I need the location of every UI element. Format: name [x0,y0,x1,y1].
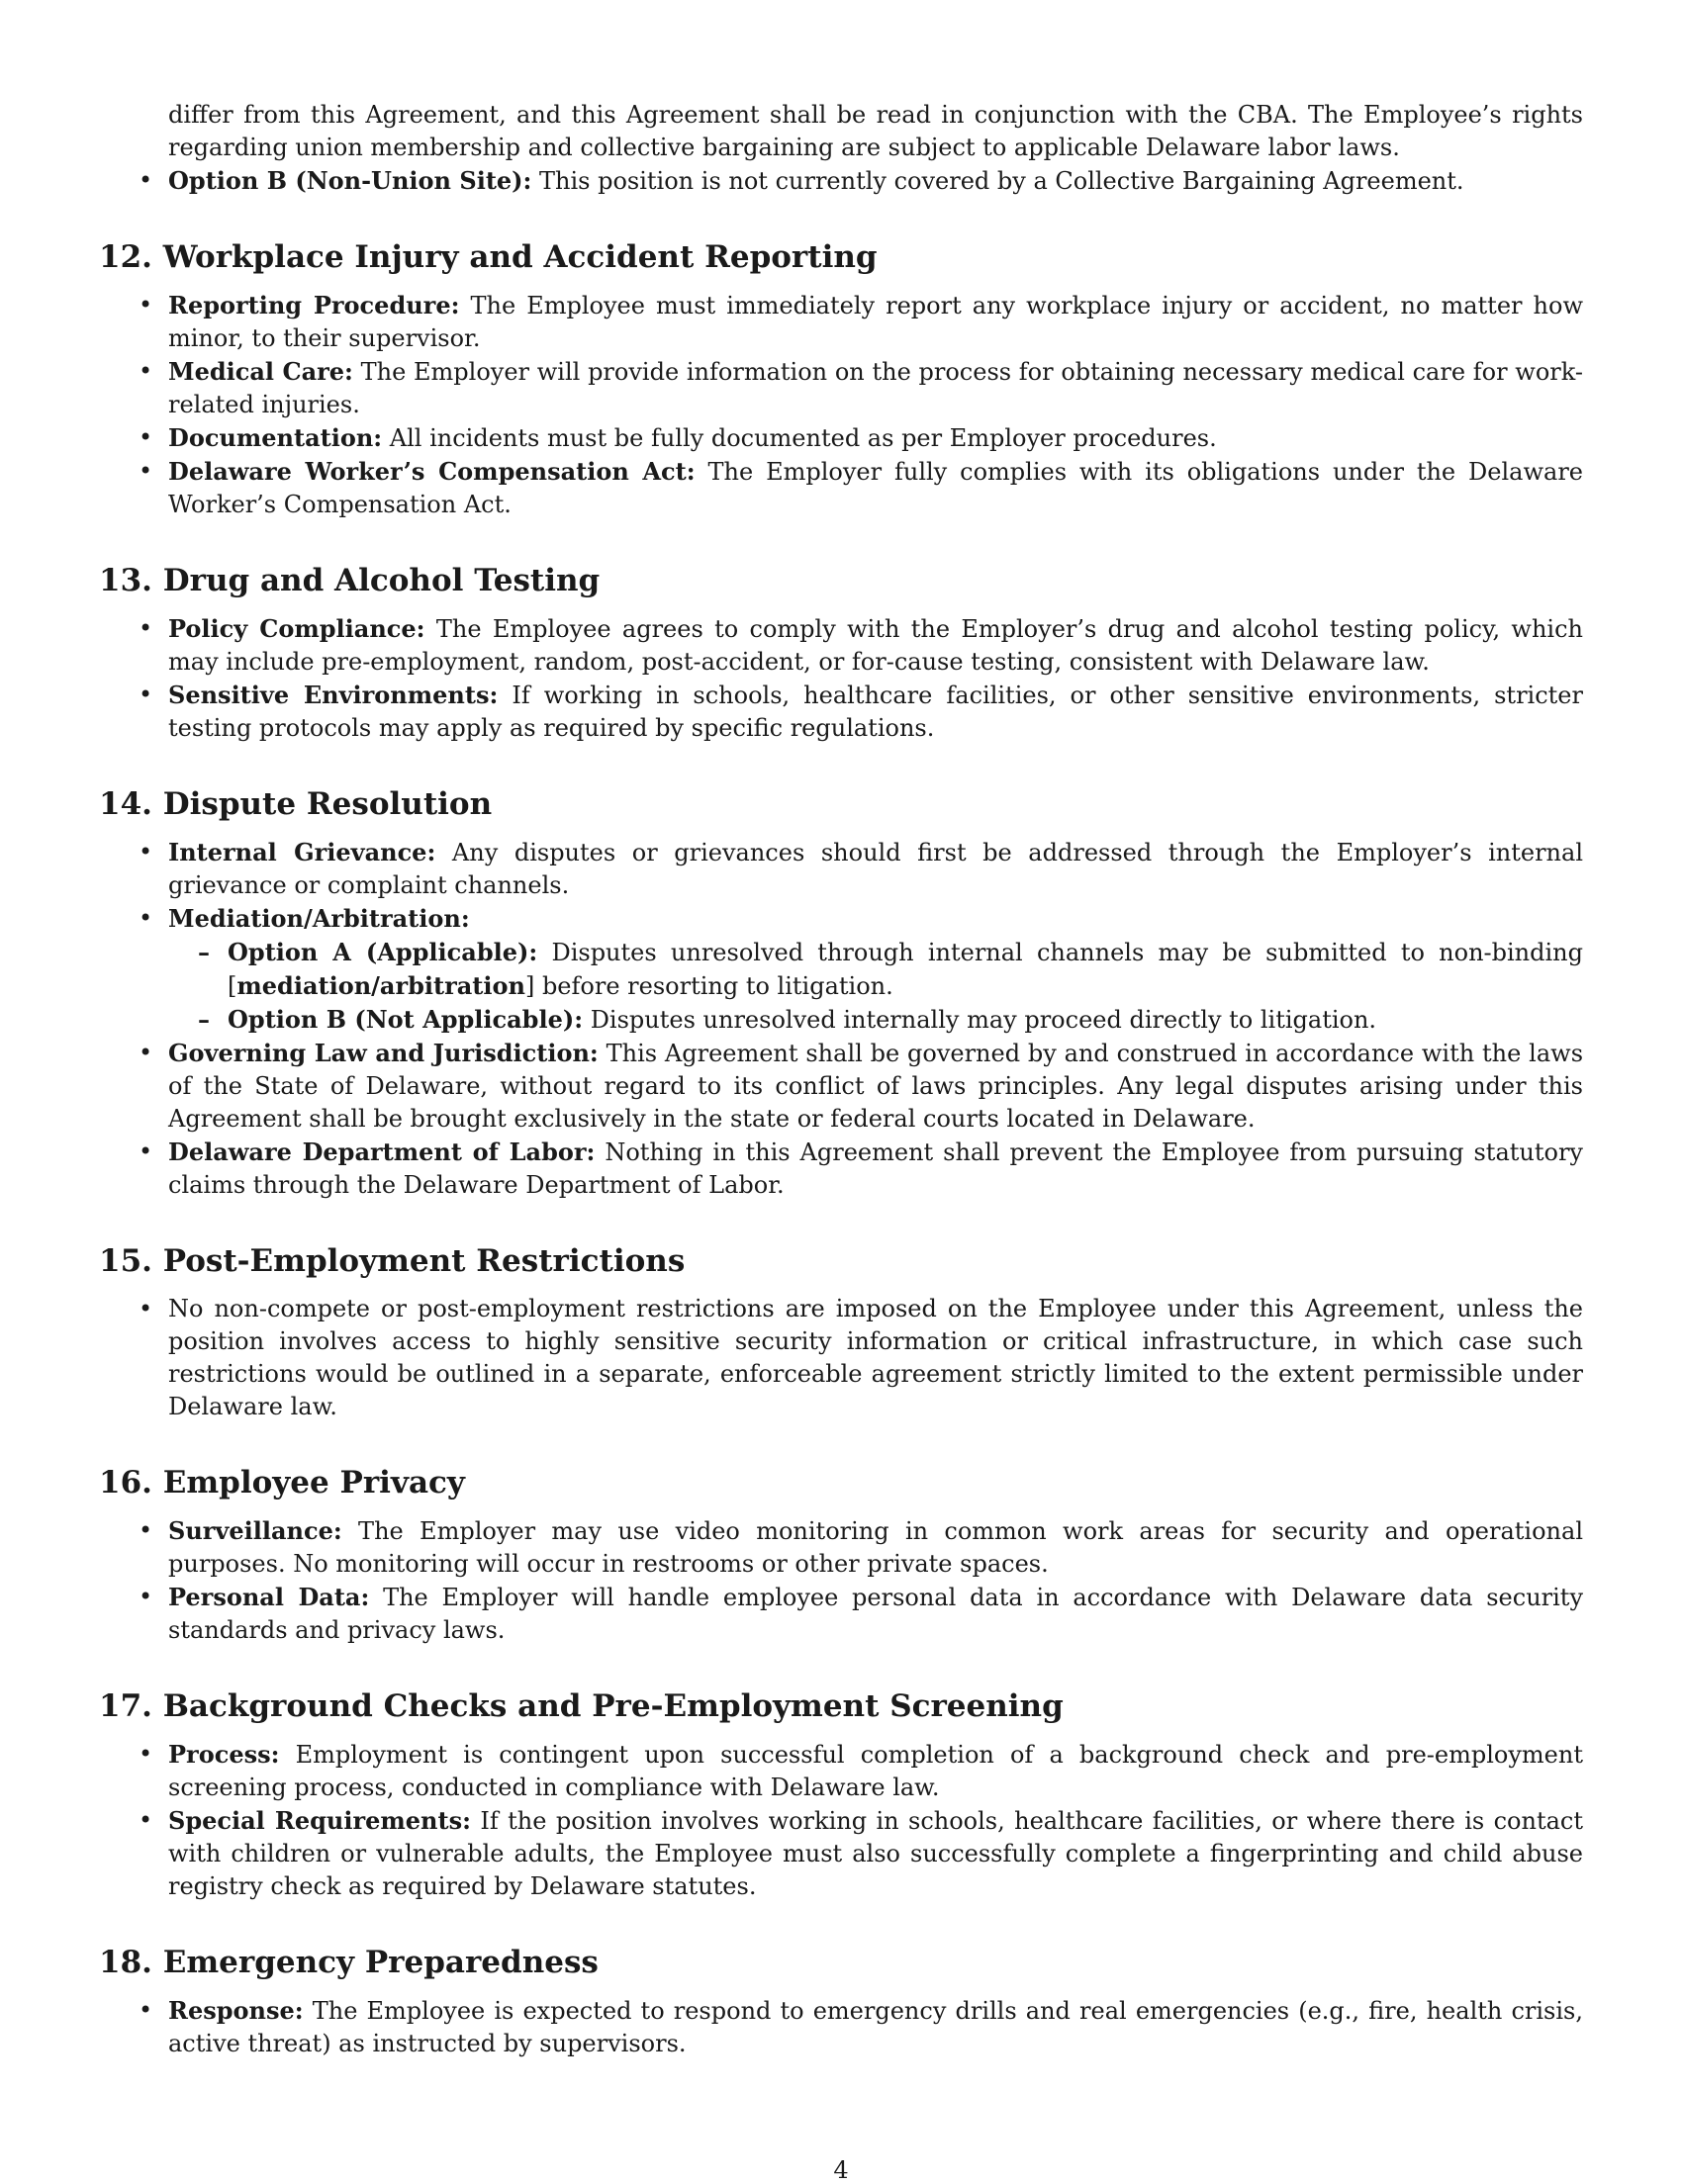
list-item [99,164,1583,198]
item-text: This Agreement shall be governed by and construed in accordance with the laws of the State of Delaware, without regard to its conflict of laws principles. Any legal disputes arising under this Agreement shall be brought exclusively in the state or federal courts located in Delaware. [168,1040,1584,1133]
mediation-options-list [168,936,1583,1037]
item-text: This position is not currently covered by a Collective Bargaining Agreement. [531,167,1464,195]
item-text: The Employer will provide information on the process for obtaining necessary medical care for work-related injuries. [168,358,1584,418]
section-heading-12: 12. Workplace Injury and Accident Reporting [99,239,878,275]
item-text: Any disputes or grievances should first be addressed through the Employer’s internal grievance or complaint channels. [168,839,1583,899]
item-label: Surveillance: [168,1516,342,1545]
list-item [99,1804,1583,1903]
continued-paragraph: differ from this Agreement, and this Agreement shall be read in conjunction with the CBA. The Employee’s rights regarding union membership and collective bargaining are subject to applicable Delaware labor laws. [168,101,1583,161]
item-label: Process: [168,1740,280,1769]
item-label: Mediation/Arbitration: [168,904,470,933]
item-label: Personal Data: [168,1583,370,1611]
item-label: Policy Compliance: [168,614,425,643]
section-heading-18: 18. Emergency Preparedness [99,1945,599,1980]
item-label: Governing Law and Jurisdiction: [168,1039,599,1067]
item-label: Option A (Applicable): [228,938,538,966]
item-label: Special Requirements: [168,1806,471,1835]
item-text: All incidents must be fully documented as per Employer procedures. [382,424,1217,452]
list-item [99,836,1583,902]
document-page [99,99,1583,2060]
list-item [99,1581,1583,1647]
section-16-list [99,1514,1583,1647]
item-text: The Employee is expected to respond to emergency drills and real emergencies (e.g., fire, health crisis, active threat) as instructed by supervisors. [168,1997,1583,2057]
item-label: Delaware Worker’s Compensation Act: [168,457,696,486]
item-label: Internal Grievance: [168,838,436,866]
section-13-list [99,612,1583,745]
item-text: The Employee must immediately report any workplace injury or accident, no matter how minor, to their supervisor. [168,292,1583,352]
list-item [99,679,1583,745]
list-item [99,1738,1583,1804]
item-text: Nothing in this Agreement shall prevent the Employee from pursuing statutory claims through the Delaware Department of Labor. [168,1138,1583,1199]
item-label: Medical Care: [168,357,353,386]
list-item [99,612,1583,679]
section-17-list [99,1738,1583,1903]
section-heading-17: 17. Background Checks and Pre-Employment Screening [99,1688,1064,1724]
item-text: If the position involves working in schools, healthcare facilities, or where there is contact with children or vulnerable adults, the Employee must also successfully complete a fingerprinting and child abuse registry check as required by Delaware statutes. [168,1807,1584,1900]
section-heading-15: 15. Post-Employment Restrictions [99,1243,686,1279]
item-label: Reporting Procedure: [168,291,460,319]
item-emphasis: mediation/arbitration [236,971,525,1000]
page-number: 4 [833,2156,849,2184]
item-text: No non-compete or post-employment restrictions are imposed on the Employee under this Agreement, unless the position involves access to highly sensitive security information or critical infrastructure, in which case such restrictions would be outlined in a separate, enforceable agreement strictly limited to the extent permissible under Delaware law. [168,1295,1583,1420]
list-item [99,289,1583,355]
list-item [99,902,1583,1037]
section-18-list [99,1994,1583,2060]
section-14-list [99,836,1583,1202]
item-text: The Employer may use video monitoring in common work areas for security and operational purposes. No monitoring will occur in restrooms or other private spaces. [168,1517,1583,1578]
item-label: Option B (Not Applicable): [228,1005,584,1034]
item-text: Employment is contingent upon successful completion of a background check and pre-employment screening process, conducted in compliance with Delaware law. [168,1741,1583,1801]
item-text: If working in schools, healthcare facilities, or other sensitive environments, stricter testing protocols may apply as required by specific regulations. [168,682,1583,742]
item-label: Documentation: [168,423,383,452]
section-heading-16: 16. Employee Privacy [99,1465,465,1501]
item-label: Sensitive Environments: [168,681,499,709]
list-item [99,421,1583,455]
list-item [99,455,1583,521]
list-item [99,1037,1583,1136]
section-15-list [99,1293,1583,1423]
list-item [99,1293,1583,1423]
section-12-list [99,289,1583,521]
item-label: Delaware Department of Labor: [168,1138,596,1166]
item-label: Option B (Non-Union Site): [168,166,532,195]
list-item [99,1994,1583,2060]
item-text: Disputes unresolved through internal channels may be submitted to non-binding [ [228,939,1584,1000]
list-item [99,1136,1583,1202]
item-label: Response: [168,1996,304,2025]
item-text: The Employer fully complies with its obligations under the Delaware Worker’s Compensation Act. [168,458,1583,518]
section-heading-14: 14. Dispute Resolution [99,786,493,822]
item-text: Disputes unresolved internally may proceed directly to litigation. [583,1006,1377,1034]
intro-list [99,164,1583,198]
item-text: The Employer will handle employee personal data in accordance with Delaware data security standards and privacy laws. [168,1584,1583,1644]
list-item [99,355,1583,421]
item-text: ] before resorting to litigation. [524,972,893,1000]
sub-list-item [168,936,1583,1003]
section-heading-13: 13. Drug and Alcohol Testing [99,563,601,598]
sub-list-item [168,1003,1583,1037]
list-item [99,1514,1583,1581]
item-text: The Employee agrees to comply with the Employer’s drug and alcohol testing policy, which may include pre-employment, random, post-accident, or for-cause testing, consistent with Delaware law. [168,615,1583,676]
